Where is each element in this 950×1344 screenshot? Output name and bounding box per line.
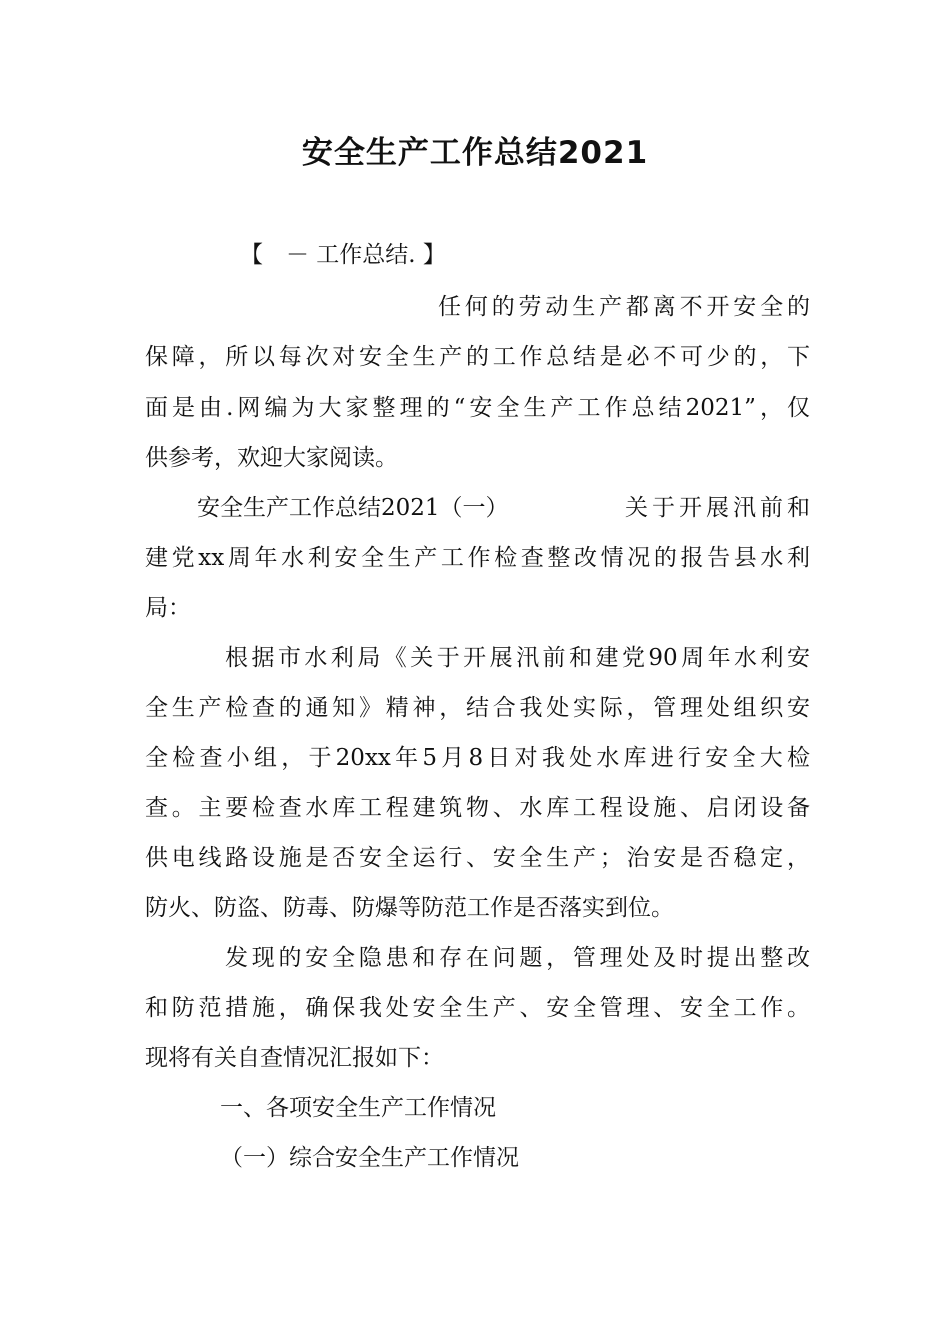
report-line-2: 建党xx周年水利安全生产工作检查整改情况的报告县水利: [145, 545, 810, 571]
section-heading: 安全生产工作总结2021（一）: [197, 495, 509, 521]
intro-line-3: 面是由.网编为大家整理的“安全生产工作总结2021”，仅: [145, 395, 810, 421]
para1-line-2: 全生产检查的通知》精神，结合我处实际，管理处组织安: [145, 695, 810, 721]
intro-line-1: 任何的劳动生产都离不开安全的: [438, 294, 810, 320]
para2-line-1: 发现的安全隐患和存在问题，管理处及时提出整改: [225, 945, 810, 971]
subheading-2: （一）综合安全生产工作情况: [220, 1145, 519, 1171]
para2-line-2: 和防范措施，确保我处安全生产、安全管理、安全工作。: [145, 995, 810, 1021]
intro-line-2: 保障，所以每次对安全生产的工作总结是必不可少的，下: [145, 344, 810, 370]
para1-line-3: 全检查小组，于20xx年5月8日对我处水库进行安全大检: [145, 745, 810, 771]
document-title: 安全生产工作总结2021: [301, 135, 649, 171]
report-line-1: 关于开展汛前和: [625, 495, 810, 521]
para2-line-3: 现将有关自查情况汇报如下：: [145, 1045, 444, 1071]
para1-line-5: 供电线路设施是否安全运行、安全生产；治安是否稳定，: [145, 845, 810, 871]
para1-line-6: 防火、防盗、防毒、防爆等防范工作是否落实到位。: [145, 895, 674, 921]
para1-line-4: 查。主要检查水库工程建筑物、水库工程设施、启闭设备: [145, 795, 810, 821]
report-line-3: 局：: [145, 595, 191, 621]
intro-line-4: 供参考，欢迎大家阅读。: [145, 445, 398, 471]
subheading-1: 一、各项安全生产工作情况: [220, 1095, 496, 1121]
category-tag: 【 － 工作总结. 】: [240, 242, 446, 268]
para1-line-1: 根据市水利局《关于开展汛前和建党90周年水利安: [225, 645, 810, 671]
